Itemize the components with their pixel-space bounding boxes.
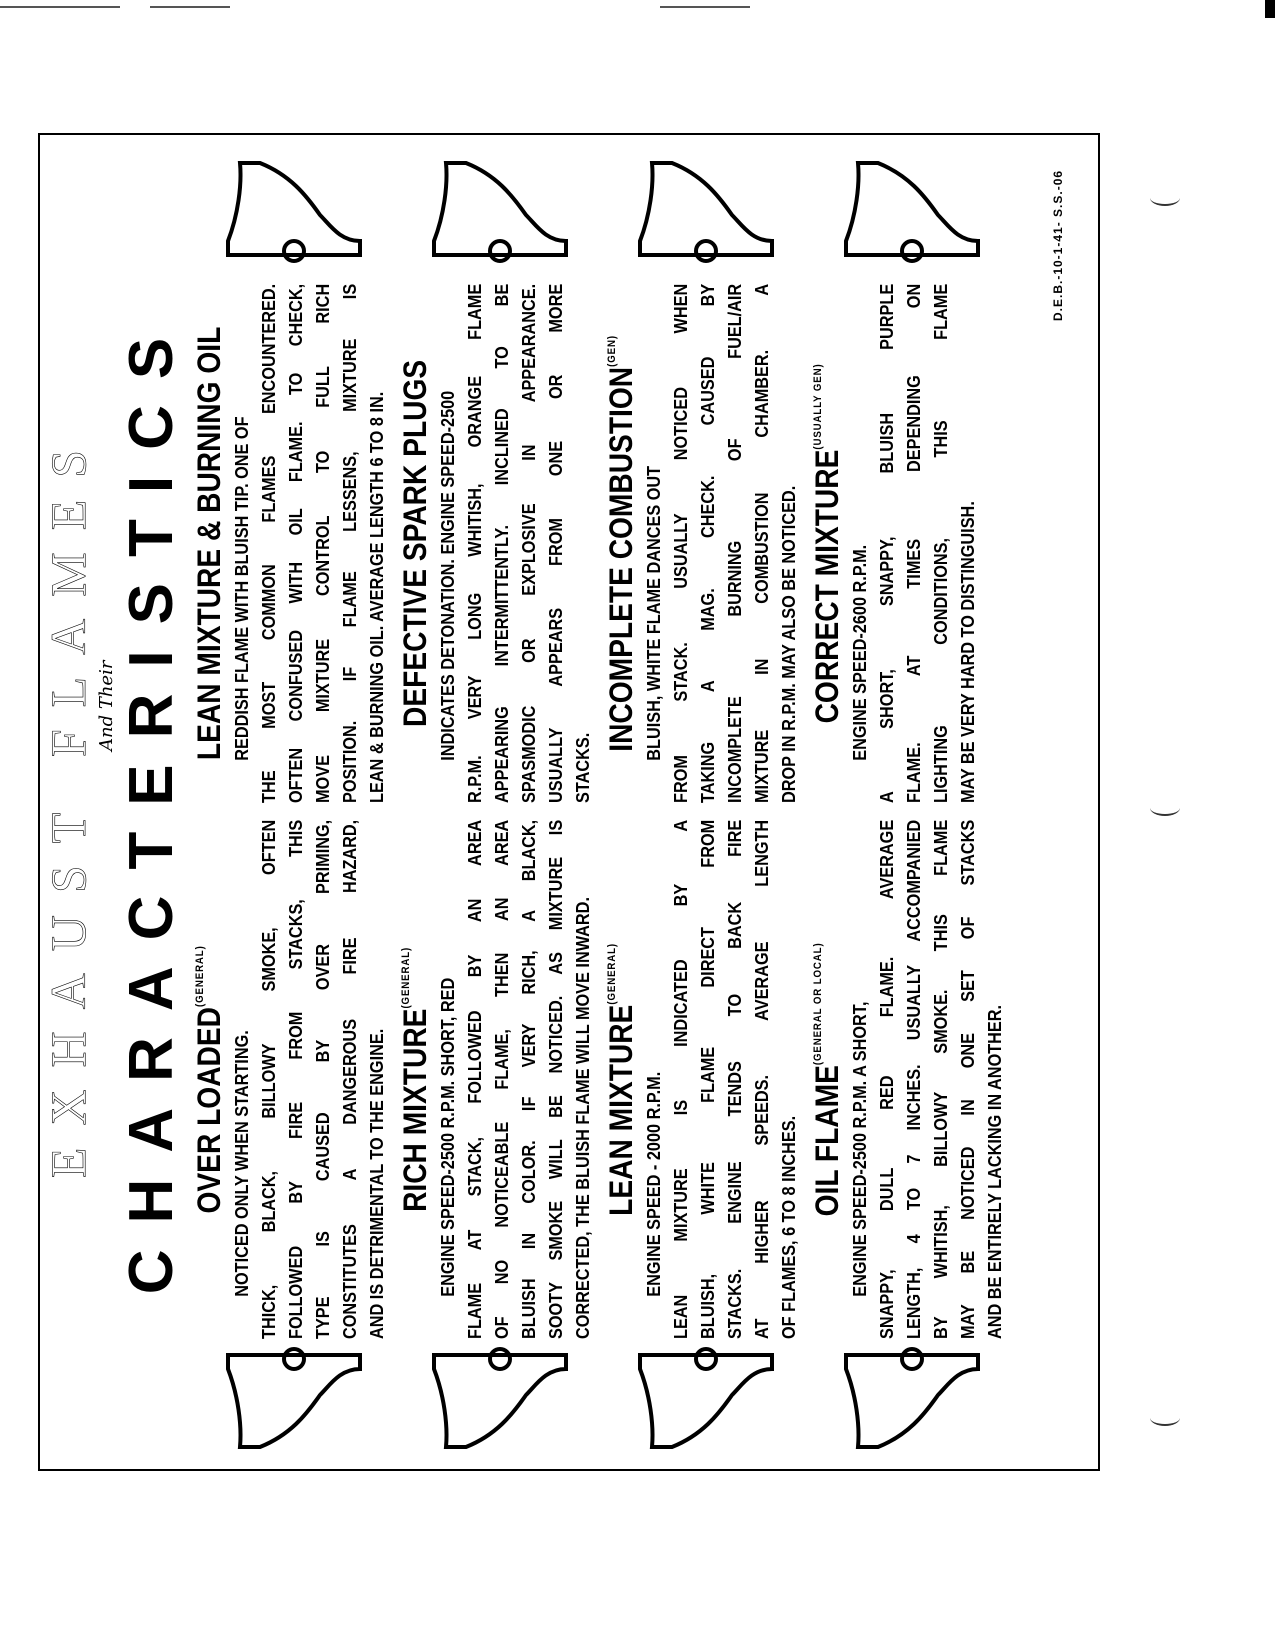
section-text-line: THICK, BLACK, BILLOWY SMOKE, OFTEN (258, 819, 279, 1339)
section-text-line: BLUISH, WHITE FLAME DIRECT FROM (697, 819, 718, 1339)
exhaust-stack-icon (632, 1343, 782, 1455)
exhaust-stack-icon (838, 1343, 988, 1455)
section-note: (GEN) (606, 335, 618, 367)
section-note: (USUALLY GEN) (812, 363, 824, 450)
section-text-line: STACKS. (572, 732, 593, 803)
scan-artifact (0, 6, 120, 8)
rotated-content (40, 135, 1100, 1471)
section-note: (GENERAL) (400, 946, 412, 1009)
section-text-line: NOTICED ONLY WHEN STARTING. (231, 1030, 252, 1297)
section-title (396, 820, 434, 1339)
exhaust-stack-icon (632, 155, 782, 267)
section-text-line: OF FLAMES, 6 TO 8 INCHES. (778, 1115, 799, 1339)
section-title-text: INCOMPLETE COMBUSTION (603, 366, 639, 752)
section-text-line: CONSTITUTES A DANGEROUS FIRE HAZARD, (339, 819, 360, 1339)
section-title (396, 284, 434, 803)
section-text-line: ENGINE SPEED-2600 R.P.M. (849, 544, 870, 761)
section-text-line: ENGINE SPEED-2500 R.P.M. SHORT, RED (437, 977, 458, 1297)
section-text-line: USUALLY APPEARS FROM ONE OR MORE (545, 283, 566, 803)
section-text-line: TAKING A MAG. CHECK. CAUSED BY (697, 283, 718, 803)
section-text-line: INCOMPLETE BURNING OF FUEL/AIR (724, 283, 745, 803)
section-title (190, 820, 228, 1339)
section-text-line: OF NO NOTICEABLE FLAME, THEN AN AREA (491, 819, 512, 1339)
section-text-line: ENGINE SPEED - 2000 R.P.M. (643, 1071, 664, 1297)
section-title (808, 284, 846, 803)
section-text-line: DROP IN R.P.M. MAY ALSO BE NOTICED. (778, 485, 799, 803)
section-text-line: INDICATES DETONATION. ENGINE SPEED-2500 (437, 390, 458, 761)
binder-hole-mark (1150, 1410, 1180, 1426)
exhaust-stack-icon (838, 155, 988, 267)
flame-section (190, 283, 390, 803)
section-text-line: BY WHITISH, BILLOWY SMOKE. THIS FLAME (930, 819, 951, 1339)
document-subtitle: And Their (96, 660, 117, 751)
section-text-line: STACKS. ENGINE TENDS TO BACK FIRE (724, 819, 745, 1339)
exhaust-stack-icon (220, 1343, 370, 1455)
section-text-line: A SHORT, SNAPPY, BLUISH PURPLE (876, 283, 897, 803)
flame-section (808, 819, 1008, 1339)
section-title-text: OVER LOADED (191, 1006, 227, 1214)
section-text-line: SNAPPY, DULL RED FLAME. AVERAGE (876, 819, 897, 1339)
section-text-line: BLUISH IN COLOR. IF VERY RICH, A BLACK, (518, 819, 539, 1339)
section-text-line: FOLLOWED BY FIRE FROM STACKS, THIS (285, 819, 306, 1339)
section-text-line: MAY BE NOTICED IN ONE SET OF STACKS (957, 819, 978, 1339)
section-note: (GENERAL OR LOCAL) (812, 942, 824, 1066)
section-text-line: THE MOST COMMON FLAMES ENCOUNTERED. (258, 283, 279, 803)
flame-section (396, 283, 596, 803)
section-text-line: FLAME AT STACK, FOLLOWED BY AN AREA (464, 819, 485, 1339)
section-title-text: LEAN MIXTURE & BURNING OIL (191, 326, 227, 761)
exhaust-stack-icon (220, 155, 370, 267)
section-title-text: CORRECT MIXTURE (809, 449, 845, 724)
document-title: EXHAUST FLAMES (40, 427, 96, 1179)
exhaust-stack-icon (426, 155, 576, 267)
binder-hole-mark (1150, 800, 1180, 816)
flame-section (396, 819, 596, 1339)
section-text-line: POSITION. IF FLAME LESSENS, MIXTURE IS (339, 283, 360, 803)
scan-artifact (150, 6, 230, 8)
flame-section (190, 819, 390, 1339)
section-note: (GENERAL) (194, 945, 206, 1007)
document-heading: CHARACTERISTICS (117, 311, 186, 1295)
section-text-line: APPEARING INTERMITTENTLY. INCLINED TO BE (491, 283, 512, 803)
section-text-line: ENGINE SPEED-2500 R.P.M. A SHORT, (849, 1001, 870, 1297)
section-text-line: AND BE ENTIRELY LACKING IN ANOTHER. (984, 1004, 1005, 1339)
section-text-line: LENGTH, 4 TO 7 INCHES. USUALLY ACCOMPANIED (903, 819, 924, 1339)
section-text-line: FLAME. AT TIMES DEPENDING ON (903, 283, 924, 803)
section-text-line: LEAN & BURNING OIL. AVERAGE LENGTH 6 TO 8 IN. (366, 391, 387, 803)
section-text-line: MIXTURE IN COMBUSTION CHAMBER. A (751, 283, 772, 803)
section-text-line: FROM STACK. USUALLY NOTICED WHEN (670, 283, 691, 803)
section-text-line: CORRECTED, THE BLUISH FLAME WILL MOVE INWARD. (572, 897, 593, 1339)
section-text-line: TYPE IS CAUSED BY OVER PRIMING, (312, 819, 333, 1339)
section-text-line: SPASMODIC OR EXPLOSIVE IN APPEARANCE. (518, 283, 539, 803)
chart-border (38, 133, 1100, 1471)
exhaust-stack-icon (426, 1343, 576, 1455)
section-title (602, 820, 640, 1339)
section-text-line: REDDISH FLAME WITH BLUISH TIP. ONE OF (231, 416, 252, 761)
scan-artifact (660, 6, 750, 8)
section-title (808, 820, 846, 1339)
binder-hole-mark (1150, 190, 1180, 206)
section-title (602, 284, 640, 803)
section-text-line: MAY BE VERY HARD TO DISTINGUISH. (957, 501, 978, 803)
section-note: (GENERAL) (606, 942, 618, 1005)
document-code: D.E.B.-10-1-41- S.S.-06 (1051, 169, 1065, 321)
section-text-line: MOVE MIXTURE CONTROL TO FULL RICH (312, 283, 333, 803)
section-text-line: AT HIGHER SPEEDS. AVERAGE LENGTH (751, 819, 772, 1339)
section-text-line: OFTEN CONFUSED WITH OIL FLAME. TO CHECK, (285, 283, 306, 803)
section-text-line: LEAN MIXTURE IS INDICATED BY A (670, 819, 691, 1339)
section-title-text: RICH MIXTURE (397, 1008, 433, 1212)
flame-section (602, 283, 802, 803)
flame-section (602, 819, 802, 1339)
section-text-line: BLUISH, WHITE FLAME DANCES OUT (643, 465, 664, 761)
section-title-text: OIL FLAME (809, 1065, 845, 1217)
scan-artifact (1265, 0, 1275, 18)
section-text-line: SOOTY SMOKE WILL BE NOTICED. AS MIXTURE IS (545, 819, 566, 1339)
section-text-line: R.P.M. VERY LONG WHITISH, ORANGE FLAME (464, 283, 485, 803)
section-title-text: DEFECTIVE SPARK PLUGS (397, 359, 433, 727)
section-text-line: LIGHTING CONDITIONS, THIS FLAME (930, 283, 951, 803)
flame-section (808, 283, 1008, 803)
section-text-line: AND IS DETRIMENTAL TO THE ENGINE. (366, 1028, 387, 1339)
section-title (190, 284, 228, 803)
section-title-text: LEAN MIXTURE (603, 1004, 639, 1216)
